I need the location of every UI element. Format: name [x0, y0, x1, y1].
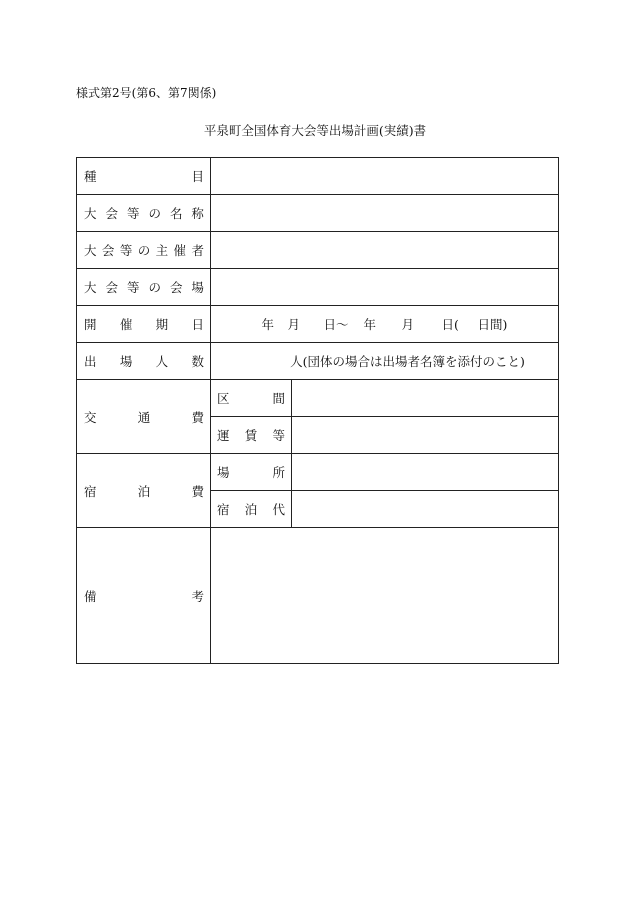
- input-period[interactable]: [211, 306, 559, 343]
- input-venue[interactable]: [211, 269, 559, 306]
- input-competition-name[interactable]: [211, 195, 559, 232]
- period-date-template: 年 月 日〜 年 月 日( 日間): [261, 317, 508, 332]
- input-organizer[interactable]: [211, 232, 559, 269]
- label-transport-cost: 交 通 費: [77, 380, 211, 454]
- label-venue: 大 会 等 の 会 場: [77, 269, 211, 306]
- label-lodging-cost: 宿 泊 費: [77, 454, 211, 528]
- row-period: [77, 306, 559, 343]
- input-remarks[interactable]: [211, 528, 559, 664]
- label-lodging-fee: 宿 泊 代: [211, 491, 292, 528]
- label-fare: 運 賃 等: [211, 417, 292, 454]
- form-number: 様式第2号(第6、第7関係): [76, 86, 217, 100]
- row-event: [77, 158, 559, 195]
- input-fare[interactable]: [292, 417, 559, 454]
- row-lodging-place: [77, 454, 559, 491]
- row-remarks: [77, 528, 559, 664]
- row-venue: [77, 269, 559, 306]
- input-section[interactable]: [292, 380, 559, 417]
- input-participants[interactable]: [211, 343, 559, 380]
- input-lodging-fee[interactable]: [292, 491, 559, 528]
- label-section: 区 間: [211, 380, 292, 417]
- plan-form-table: [76, 157, 559, 664]
- input-place[interactable]: [292, 454, 559, 491]
- row-participants: [77, 343, 559, 380]
- input-event[interactable]: [211, 158, 559, 195]
- participants-note: 人(団体の場合は出場者名簿を添付のこと): [290, 354, 525, 369]
- label-event: 種 目: [77, 158, 211, 195]
- label-period: 開 催 期 日: [77, 306, 211, 343]
- row-transport-section: [77, 380, 559, 417]
- row-name: [77, 195, 559, 232]
- label-organizer: 大 会 等 の 主 催 者: [77, 232, 211, 269]
- label-competition-name: 大 会 等 の 名 称: [77, 195, 211, 232]
- row-organizer: [77, 232, 559, 269]
- label-participants: 出 場 人 数: [77, 343, 211, 380]
- document-title: 平泉町全国体育大会等出場計画(実績)書: [203, 123, 427, 138]
- label-place: 場 所: [211, 454, 292, 491]
- label-remarks: 備 考: [77, 528, 211, 664]
